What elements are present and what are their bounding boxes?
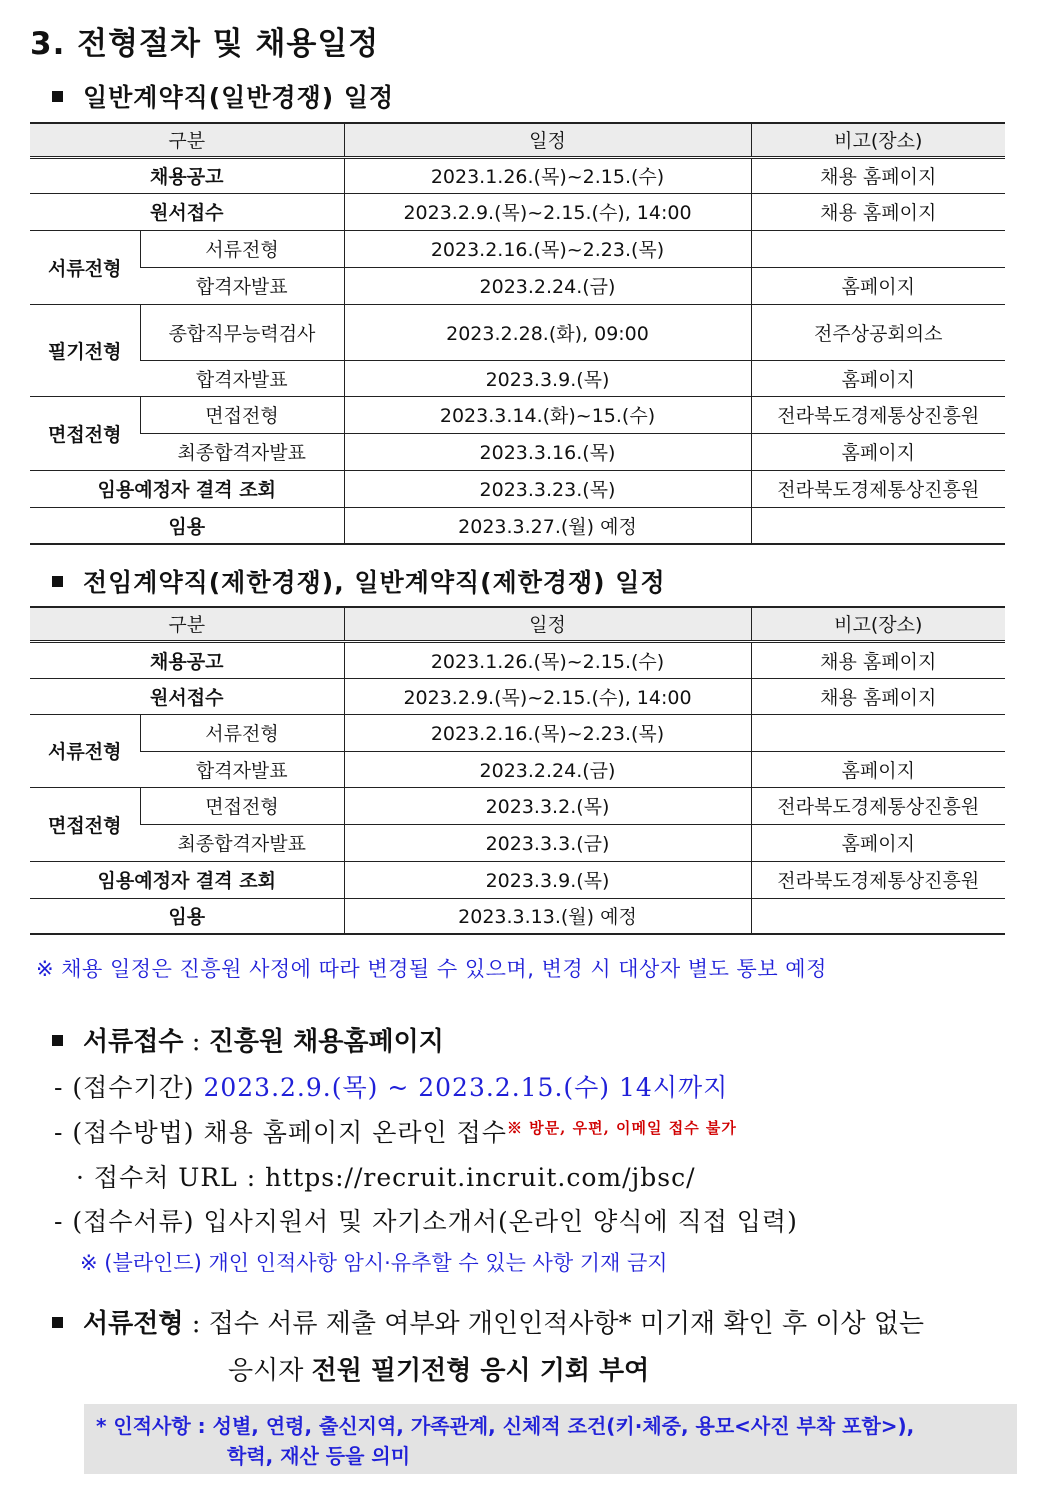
bullet-square-icon [52, 91, 63, 102]
header-note: 비고(장소) [751, 607, 1005, 641]
row-label: 채용공고 [30, 157, 344, 193]
bullet-square-icon [52, 1317, 63, 1328]
receipt-period-value: 2023.2.9.(목) ~ 2023.2.15.(수) 14시까지 [203, 1073, 729, 1102]
bullet-square-icon [52, 1035, 63, 1046]
row-date: 2023.2.24.(금) [344, 267, 751, 304]
schedule-table-general [30, 122, 1005, 545]
doc-screening-line2 [228, 1350, 649, 1387]
header-schedule: 일정 [344, 607, 751, 641]
header-note: 비고(장소) [751, 123, 1005, 157]
receipt-url-line: · 접수처 URL : https://recruit.incruit.com/jbsc/ [76, 1163, 696, 1192]
row-label: 채용공고 [30, 641, 344, 678]
row-date: 2023.1.26.(목)~2.15.(수) [344, 641, 751, 678]
row-sub: 최종합격자발표 [140, 824, 344, 861]
schedule-table-limited [30, 606, 1005, 935]
row-note: 채용 홈페이지 [751, 641, 1005, 678]
row-date: 2023.2.16.(목)~2.23.(목) [344, 714, 751, 751]
header-category: 구분 [30, 123, 344, 157]
row-sub: 합격자발표 [140, 360, 344, 396]
table-row [30, 898, 1005, 934]
row-note: 홈페이지 [751, 267, 1005, 304]
row-label: 원서접수 [30, 193, 344, 230]
row-sub: 면접전형 [140, 396, 344, 433]
row-label: 임용예정자 결격 조회 [30, 861, 344, 898]
table-row [30, 304, 1005, 360]
row-date: 2023.3.9.(목) [344, 861, 751, 898]
row-note: 홈페이지 [751, 360, 1005, 396]
section-title: 3. 전형절차 및 채용일정 [30, 26, 380, 62]
row-group: 면접전형 [30, 787, 140, 861]
row-note: 채용 홈페이지 [751, 193, 1005, 230]
row-note: 전라북도경제통상진흥원 [751, 787, 1005, 824]
row-sub: 서류전형 [140, 714, 344, 751]
table-row [30, 861, 1005, 898]
table-row [30, 787, 1005, 824]
row-date: 2023.3.2.(목) [344, 787, 751, 824]
row-date: 2023.2.24.(금) [344, 751, 751, 787]
schedule-change-note: ※ 채용 일정은 진흥원 사정에 따라 변경될 수 있으며, 변경 시 대상자 별도 통보 예정 [36, 957, 827, 981]
row-note: 홈페이지 [751, 751, 1005, 787]
table-row [30, 396, 1005, 433]
row-sub: 합격자발표 [140, 751, 344, 787]
row-group: 서류전형 [30, 714, 140, 787]
row-date: 2023.3.16.(목) [344, 433, 751, 470]
personal-info-line2: 학력, 재산 등을 의미 [227, 1444, 411, 1468]
doc-screening-sep: : [183, 1309, 209, 1339]
row-date: 2023.2.9.(목)~2.15.(수), 14:00 [344, 193, 751, 230]
header-schedule: 일정 [344, 123, 751, 157]
row-note [751, 714, 1005, 751]
table-row [30, 433, 1005, 470]
receipt-method-label: - (접수방법) 채용 홈페이지 온라인 접수 [54, 1118, 507, 1147]
receipt-method-note: ※ 방문, 우편, 이메일 접수 불가 [506, 1119, 737, 1137]
doc-screening-text2a: 응시자 [228, 1356, 312, 1386]
row-note: 홈페이지 [751, 433, 1005, 470]
doc-screening-heading [52, 1303, 924, 1340]
table-row [30, 824, 1005, 861]
row-sub: 종합직무능력검사 [140, 304, 344, 360]
row-group: 면접전형 [30, 396, 140, 470]
table2-heading [52, 563, 666, 599]
row-note: 전라북도경제통상진흥원 [751, 861, 1005, 898]
row-date: 2023.2.9.(목)~2.15.(수), 14:00 [344, 678, 751, 714]
table-row [30, 470, 1005, 507]
row-date: 2023.2.16.(목)~2.23.(목) [344, 230, 751, 267]
row-note: 채용 홈페이지 [751, 157, 1005, 193]
row-sub: 서류전형 [140, 230, 344, 267]
table-row [30, 678, 1005, 714]
row-date: 2023.1.26.(목)~2.15.(수) [344, 157, 751, 193]
doc-screening-label: 서류전형 [83, 1309, 184, 1339]
table-row [30, 267, 1005, 304]
doc-screening-text2b: 전원 필기전형 응시 기회 부여 [311, 1356, 650, 1386]
row-date: 2023.2.28.(화), 09:00 [344, 304, 751, 360]
table-row [30, 507, 1005, 544]
receipt-period-line [54, 1068, 728, 1104]
personal-info-line1: * 인적사항 : 성별, 연령, 출신지역, 가족관계, 신체적 조건(키·체중, 용모<사진 부착 포함>), [96, 1414, 915, 1438]
table1-heading [52, 78, 394, 114]
table2-heading-text: 전임계약직(제한경쟁), 일반계약직(제한경쟁) 일정 [83, 568, 666, 597]
row-note [751, 898, 1005, 934]
doc-receipt-label: 서류접수 [83, 1027, 184, 1057]
row-note: 채용 홈페이지 [751, 678, 1005, 714]
row-note [751, 230, 1005, 267]
table-row [30, 751, 1005, 787]
row-note [751, 507, 1005, 544]
row-date: 2023.3.23.(목) [344, 470, 751, 507]
personal-info-box [84, 1404, 1017, 1474]
row-note: 전라북도경제통상진흥원 [751, 470, 1005, 507]
doc-receipt-sep: : [183, 1027, 209, 1057]
row-date: 2023.3.3.(금) [344, 824, 751, 861]
table-header-row [30, 607, 1005, 641]
row-group: 필기전형 [30, 304, 140, 396]
row-note: 전라북도경제통상진흥원 [751, 396, 1005, 433]
header-category: 구분 [30, 607, 344, 641]
row-note: 전주상공회의소 [751, 304, 1005, 360]
bullet-square-icon [52, 576, 63, 587]
table-row [30, 360, 1005, 396]
receipt-period-label: - (접수기간) [54, 1073, 204, 1102]
row-sub: 면접전형 [140, 787, 344, 824]
row-date: 2023.3.13.(월) 예정 [344, 898, 751, 934]
row-label: 원서접수 [30, 678, 344, 714]
row-date: 2023.3.14.(화)~15.(수) [344, 396, 751, 433]
row-label: 임용예정자 결격 조회 [30, 470, 344, 507]
row-label: 임용 [30, 507, 344, 544]
doc-receipt-value: 진흥원 채용홈페이지 [208, 1027, 444, 1057]
table-header-row [30, 123, 1005, 157]
row-sub: 최종합격자발표 [140, 433, 344, 470]
table-row [30, 193, 1005, 230]
receipt-method-line [54, 1113, 737, 1149]
doc-screening-text1: 접수 서류 제출 여부와 개인인적사항* 미기재 확인 후 이상 없는 [208, 1309, 925, 1339]
row-date: 2023.3.9.(목) [344, 360, 751, 396]
receipt-docs-line: - (접수서류) 입사지원서 및 자기소개서(온라인 양식에 직접 입력) [54, 1207, 798, 1236]
table-row [30, 157, 1005, 193]
row-group: 서류전형 [30, 230, 140, 304]
blind-note: ※ (블라인드) 개인 인적사항 암시·유추할 수 있는 사항 기재 금지 [80, 1251, 668, 1275]
doc-receipt-heading [52, 1021, 444, 1058]
row-note: 홈페이지 [751, 824, 1005, 861]
table-row [30, 641, 1005, 678]
row-date: 2023.3.27.(월) 예정 [344, 507, 751, 544]
table-row [30, 230, 1005, 267]
row-sub: 합격자발표 [140, 267, 344, 304]
table-row [30, 714, 1005, 751]
row-label: 임용 [30, 898, 344, 934]
table1-heading-text: 일반계약직(일반경쟁) 일정 [83, 83, 395, 112]
